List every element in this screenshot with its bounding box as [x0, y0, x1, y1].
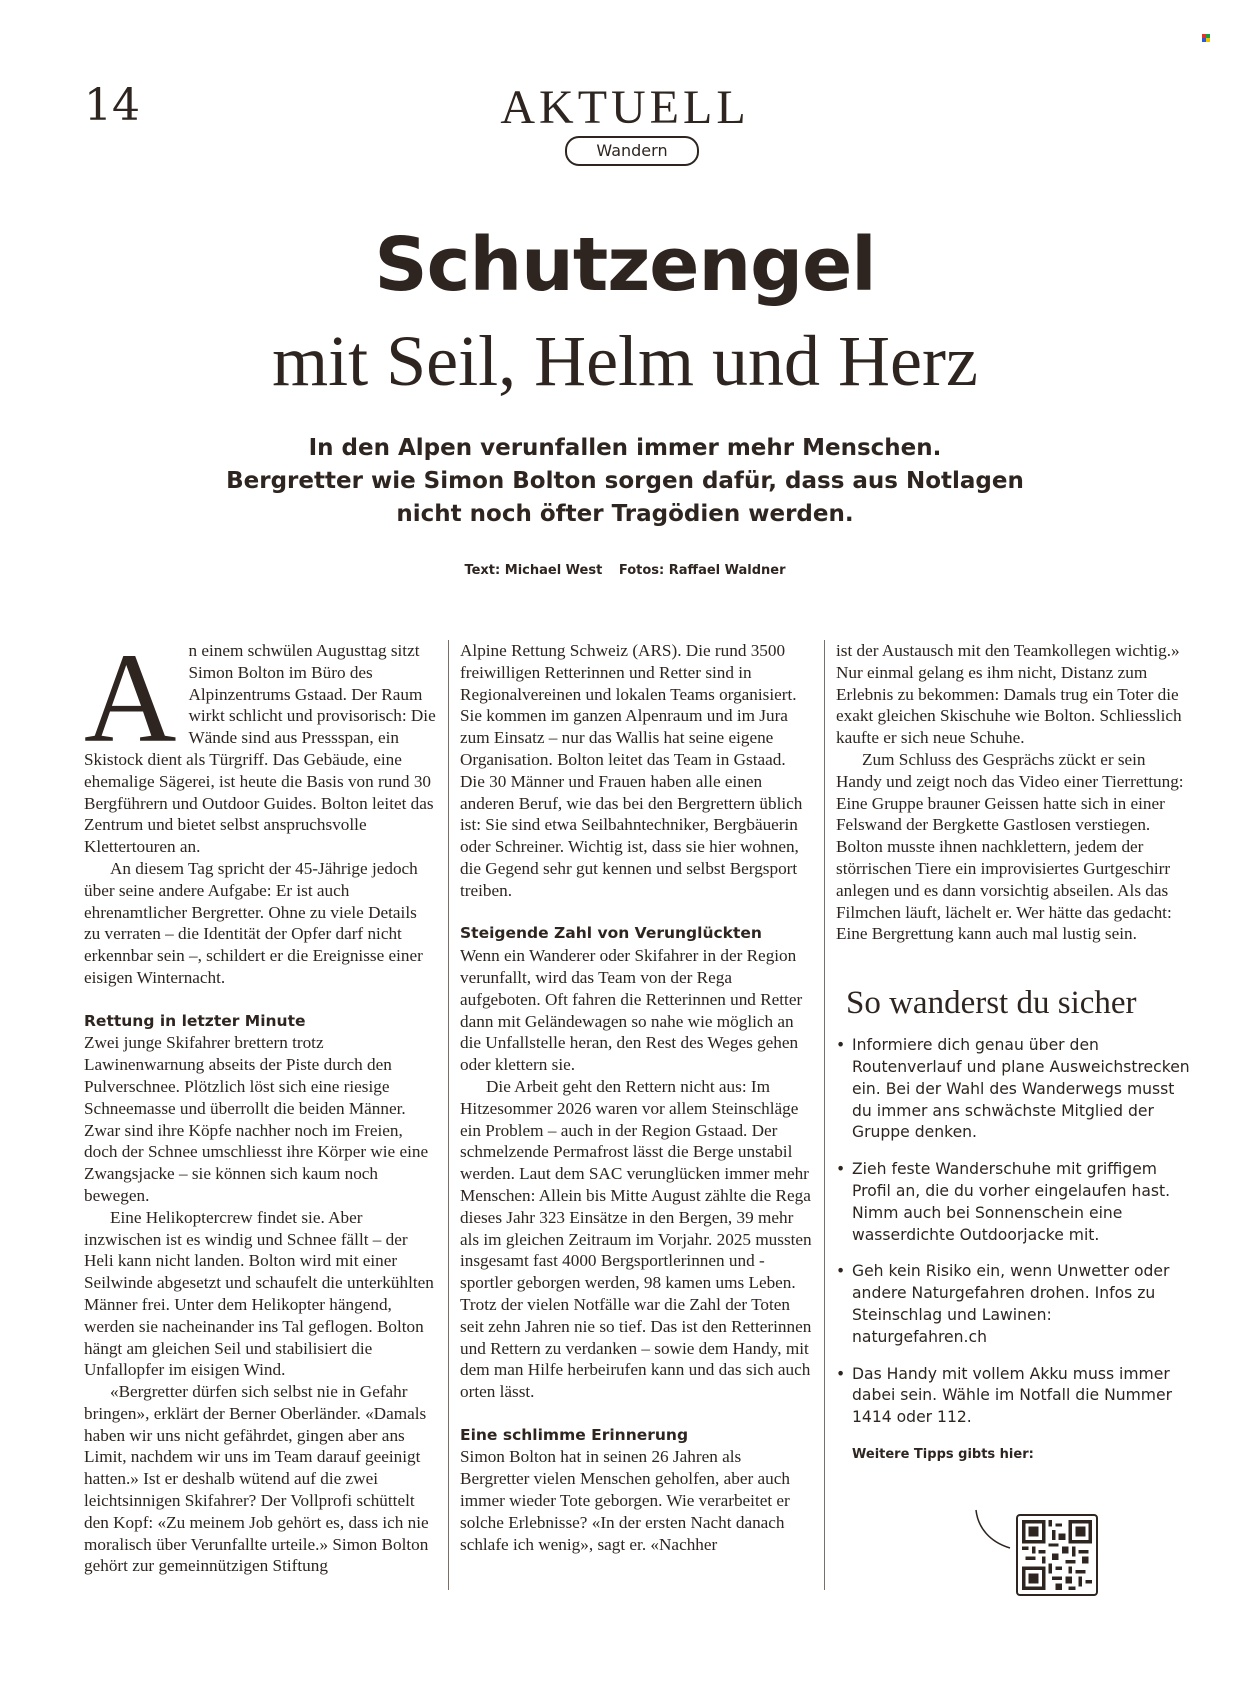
- paragraph: Eine Helikoptercrew findet sie. Aber inzwischen ist es windig und Schnee fällt – der Heli kann nicht landen. Bolton wird mit einer Seilwinde abgesetzt und schaufelt die unterkühlten Männer frei. Unter dem Helikopter hängend, werden sie nacheinander ins Tal geflogen. Bolton hängt am gleichen Seil und stabilisiert die Unfallopfer im eisigen Wind.: [84, 1207, 434, 1380]
- lead-line: nicht noch öfter Tragödien werden.: [396, 501, 854, 527]
- lead-paragraph: [200, 432, 1050, 531]
- paragraph: ist der Austausch mit den Teamkollegen wichtig.» Nur einmal gelang es ihm nicht, Distanz zum Erlebnis zu bekommen: Damals trug ein Toter die exakt gleichen Skischuhe wie Bolton. Schliesslich kaufte er sich neue Schuhe.: [836, 641, 1182, 748]
- more-tips-label: Weitere Tipps gibts hier:: [852, 1446, 1034, 1462]
- subheading: Eine schlimme Erinnerung: [460, 1425, 689, 1444]
- column-divider: [824, 640, 825, 1590]
- author-credit: Text: Michael West: [464, 563, 603, 578]
- page-number: 14: [84, 80, 140, 131]
- lead-line: Bergretter wie Simon Bolton sorgen dafür, dass aus Notlagen: [226, 468, 1024, 494]
- paragraph: Alpine Rettung Schweiz (ARS). Die rund 3500 freiwilligen Retterinnen und Retter sind in Regionalvereinen und lokalen Teams organisiert. Sie kommen im ganzen Alpenraum und im Jura zum Einsatz – nur das Wallis hat seine eigene Organisation. Bolton leitet das Team in Gstaad. Die 30 Männer und Frauen haben alle einen anderen Beruf, wie das bei den Bergrettern üblich ist: Sie sind etwa Seilbahntechniker, Bergbäuerin oder Schreiner. Wichtig ist, dass sie hier wohnen, die Gegend sehr gut kennen und selbst Bergsport treiben.: [460, 641, 803, 900]
- credits-line: [0, 563, 1250, 578]
- category-tag: Wandern: [565, 136, 699, 166]
- tip-item: • Das Handy mit vollem Akku muss immer dabei sein. Wähle im Notfall die Nummer 1414 oder 112.: [836, 1364, 1190, 1429]
- qr-code-icon: [1022, 1520, 1092, 1590]
- drop-cap: A: [84, 627, 177, 769]
- tip-item: • Informiere dich genau über den Routenverlauf und plane Ausweichstrecken ein. Bei der Wahl des Wanderwegs musst du immer ans schwächste Mitglied der Gruppe denken.: [836, 1035, 1190, 1144]
- tip-list: [836, 1035, 1190, 1429]
- arrow-icon: [972, 1508, 1012, 1552]
- column-divider: [448, 640, 449, 1590]
- color-registration-mark: [1202, 34, 1210, 42]
- photo-credit: Fotos: Raffael Waldner: [618, 563, 786, 578]
- tip-box: [836, 983, 1190, 1466]
- article-column-3: [836, 640, 1190, 1466]
- paragraph: Simon Bolton hat in seinen 26 Jahren als Bergretter vielen Menschen geholfen, aber auch immer wieder Tote geborgen. Wie verarbeitet er solche Erlebnisse? «In der ersten Nacht danach schlafe ich wenig», sagt er. «Nachher: [460, 1447, 790, 1554]
- paragraph: An diesem Tag spricht der 45-Jährige jedoch über seine andere Aufgabe: Er ist auch ehrenamtlicher Bergretter. Ohne zu viele Details zu verraten – die Identität der Opfer darf nicht erkennbar sein –, schildert er die Ereignisse einer eisigen Winternacht.: [84, 858, 423, 987]
- tip-item: • Geh kein Risiko ein, wenn Unwetter oder andere Naturgefahren drohen. Infos zu Steinschlag und Lawinen: naturgefahren.ch: [836, 1261, 1190, 1348]
- paragraph: Wenn ein Wanderer oder Skifahrer in der Region verunfallt, wird das Team von der Rega aufgeboten. Oft fahren die Retterinnen und Retter dann mit Geländewagen so nahe wie möglich an die Unfallstelle heran, den Rest des Weges gehen oder klettern sie.: [460, 946, 803, 1075]
- paragraph: Die Arbeit geht den Rettern nicht aus: Im Hitzesommer 2026 waren vor allem Steinschläge ein Problem – auch in der Region Gstaad. Der schmelzende Permafrost lässt die Berge unstabil werden. Laut dem SAC verunglücken immer mehr Menschen: Allein bis Mitte August zählte die Rega dieses Jahr 323 Einsätze in den Bergen, 39 mehr als im gleichen Zeitraum im Vorjahr. 2025 mussten insgesamt fast 4000 Bergsportlerinnen und -sportler geborgen werden, 98 kamen ums Leben. Trotz der vielen Notfälle war die Zahl der Toten seit zehn Jahren nie so tief. Das ist den Retterinnen und Rettern zu verdanken – sowie dem Handy, mit dem man Hilfe herbeirufen kann und das sich auch orten lässt.: [460, 1076, 812, 1402]
- article-column-1: [84, 627, 436, 1577]
- headline-main: Schutzengel: [374, 222, 876, 308]
- tip-item: • Zieh feste Wanderschuhe mit griffigem Profil an, die du vorher eingelaufen hast. Nimm auch bei Sonnenschein eine wasserdichte Outdoorjacke mit.: [836, 1159, 1190, 1246]
- paragraph: n einem schwülen Augusttag sitzt Simon Bolton im Büro des Alpinzentrums Gstaad. Der Raum wirkt schlicht und provisorisch: Die Wände sind aus Pressspan, ein Skistock dient als Türgriff. Das Gebäude, eine ehemalige Sägerei, ist heute die Basis von rund 30 Bergführern und Outdoor Guides. Bolton leitet das Zentrum und bietet selbst anspruchsvolle Klettertouren an.: [84, 641, 436, 857]
- headline-sub: mit Seil, Helm und Herz: [272, 321, 978, 401]
- subheading: Rettung in letzter Minute: [84, 1011, 306, 1030]
- qr-code[interactable]: [1016, 1514, 1098, 1596]
- section-title: AKTUELL: [500, 81, 750, 134]
- paragraph: Zwei junge Skifahrer brettern trotz Lawinenwarnung abseits der Piste durch den Pulverschnee. Plötzlich löst sich eine riesige Schneemasse und überrollt die beiden Männer. Zwar sind ihre Köpfe nachher noch im Freien, doch der Schnee umschliesst ihre Körper wie eine Zwangsjacke – sie können sich kaum noch bewegen.: [84, 1033, 429, 1205]
- article-column-2: [460, 640, 812, 1555]
- paragraph: «Bergretter dürfen sich selbst nie in Gefahr bringen», erklärt der Berner Oberländer. «Damals haben wir uns nicht gefährdet, gingen aber ans Limit, nachdem wir uns im Team darauf geeinigt hatten.» Ist er deshalb wütend auf die zwei leichtsinnigen Skifahrer? Der Vollprofi schüttelt den Kopf: «Zu meinem Job gehört es, dass ich nie moralisch über Verunfallte urteile.» Simon Bolton gehört zur gemeinnützigen Stiftung: [84, 1382, 429, 1576]
- subheading: Steigende Zahl von Verunglückten: [460, 924, 762, 943]
- paragraph: Zum Schluss des Gesprächs zückt er sein Handy und zeigt noch das Video einer Tierrettung: Eine Gruppe brauner Geissen hatte sich in einer Felswand der Bergkette Gastlosen verstiegen. Bolton musste ihnen nachklettern, jedem der störrischen Tiere ein improvisiertes Gurtgeschirr anlegen und es dann vorsichtig abseilen. Als das Filmchen läuft, lächelt er. Wer hätte das gedacht: Eine Bergrettung kann auch mal lustig sein.: [836, 749, 1184, 944]
- lead-line: In den Alpen verunfallen immer mehr Menschen.: [308, 435, 942, 461]
- tip-box-title: So wanderst du sicher: [846, 985, 1137, 1022]
